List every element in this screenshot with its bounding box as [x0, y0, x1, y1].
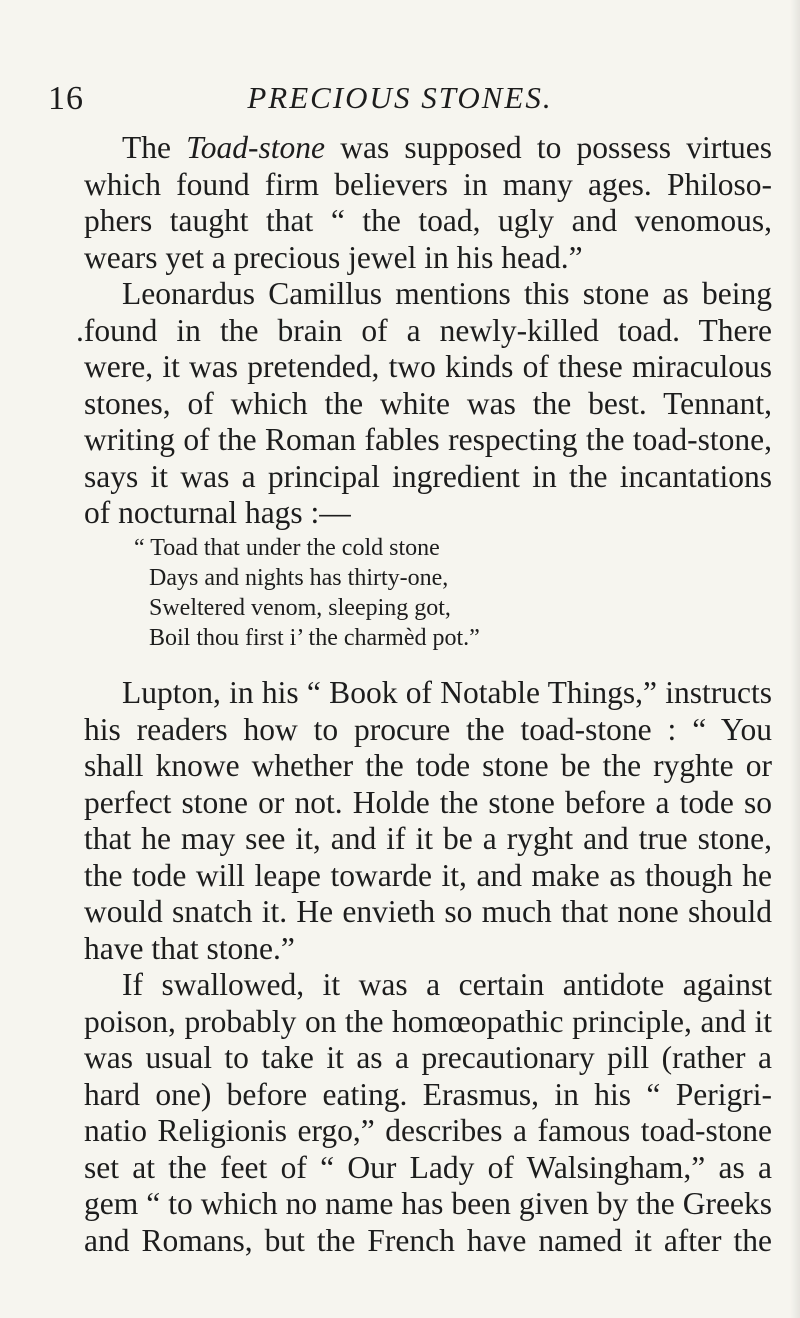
paragraph-line: stones, of which the white was the best. Tennant,: [84, 385, 772, 421]
paragraph-line: natio Religionis ergo,” describes a famous toad-stone: [84, 1113, 772, 1148]
page-edge-shadow: [790, 0, 800, 1318]
running-head: PRECIOUS STONES.: [247, 80, 553, 115]
page-number: 16: [48, 80, 84, 117]
paragraph-line: set at the feet of “ Our Lady of Walsingham,” as a: [84, 1149, 772, 1185]
paragraph-line: the tode will leape towarde it, and make as though he: [84, 857, 772, 893]
paragraph-line: was usual to take it as a precautionary pill (rather a: [84, 1040, 772, 1075]
paragraph-line: poison, probably on the homœopathic principle, and it: [84, 1003, 772, 1039]
paragraph-line: which found firm believers in many ages. Philoso-: [84, 166, 772, 202]
paragraph-line: would snatch it. He envieth so much that none should: [84, 894, 772, 929]
paragraph-line: says it was a principal ingredient in the incantations: [84, 458, 772, 494]
paragraph-line: [84, 130, 772, 167]
paragraph-line: .found in the brain of a newly-killed toad. There: [76, 312, 772, 348]
paragraph-line: If swallowed, it was a certain antidote against: [122, 967, 772, 1002]
paragraph-line: Leonardus Camillus mentions this stone as being: [122, 276, 772, 311]
poem-line: Boil thou first i’ the charmèd pot.”: [149, 625, 480, 651]
page-header: [0, 80, 800, 120]
emphasis-text: Toad-stone: [186, 130, 326, 165]
paragraph-line: shall knowe whether the tode stone be the ryghte or: [84, 748, 772, 783]
paragraph-line: that he may see it, and if it be a ryght and true stone,: [84, 821, 772, 856]
paragraph-line: Lupton, in his “ Book of Notable Things,” instructs: [122, 675, 772, 710]
paragraph-line: writing of the Roman fables respecting the toad-stone,: [84, 422, 772, 457]
paragraph-line: were, it was pretended, two kinds of these miraculous: [84, 349, 772, 384]
poem-line: “ Toad that under the cold stone: [134, 535, 440, 561]
text-span: was supposed to possess virtues: [325, 130, 772, 165]
paragraph-line: phers taught that “ the toad, ugly and venomous,: [84, 203, 772, 238]
text-block-upper: [76, 130, 772, 532]
paragraph-line: and Romans, but the French have named it after the: [84, 1222, 772, 1258]
paragraph-line: wears yet a precious jewel in his head.”: [84, 239, 583, 275]
poem-quote: [134, 533, 480, 653]
poem-line: Sweltered venom, sleeping got,: [149, 595, 451, 621]
paragraph-line: of nocturnal hags :—: [84, 495, 351, 530]
poem-line: Days and nights has thirty-one,: [149, 565, 449, 591]
paragraph-line: perfect stone or not. Holde the stone before a tode so: [84, 784, 772, 820]
text-span: The: [122, 130, 187, 165]
paragraph-line: hard one) before eating. Erasmus, in his “ Perigri-: [84, 1076, 772, 1112]
paragraph-line: his readers how to procure the toad-stone : “ You: [84, 711, 772, 747]
paragraph-line: gem “ to which no name has been given by the Greeks: [84, 1186, 772, 1221]
paragraph-line: have that stone.”: [84, 930, 295, 966]
text-block-lower: [84, 675, 772, 1259]
